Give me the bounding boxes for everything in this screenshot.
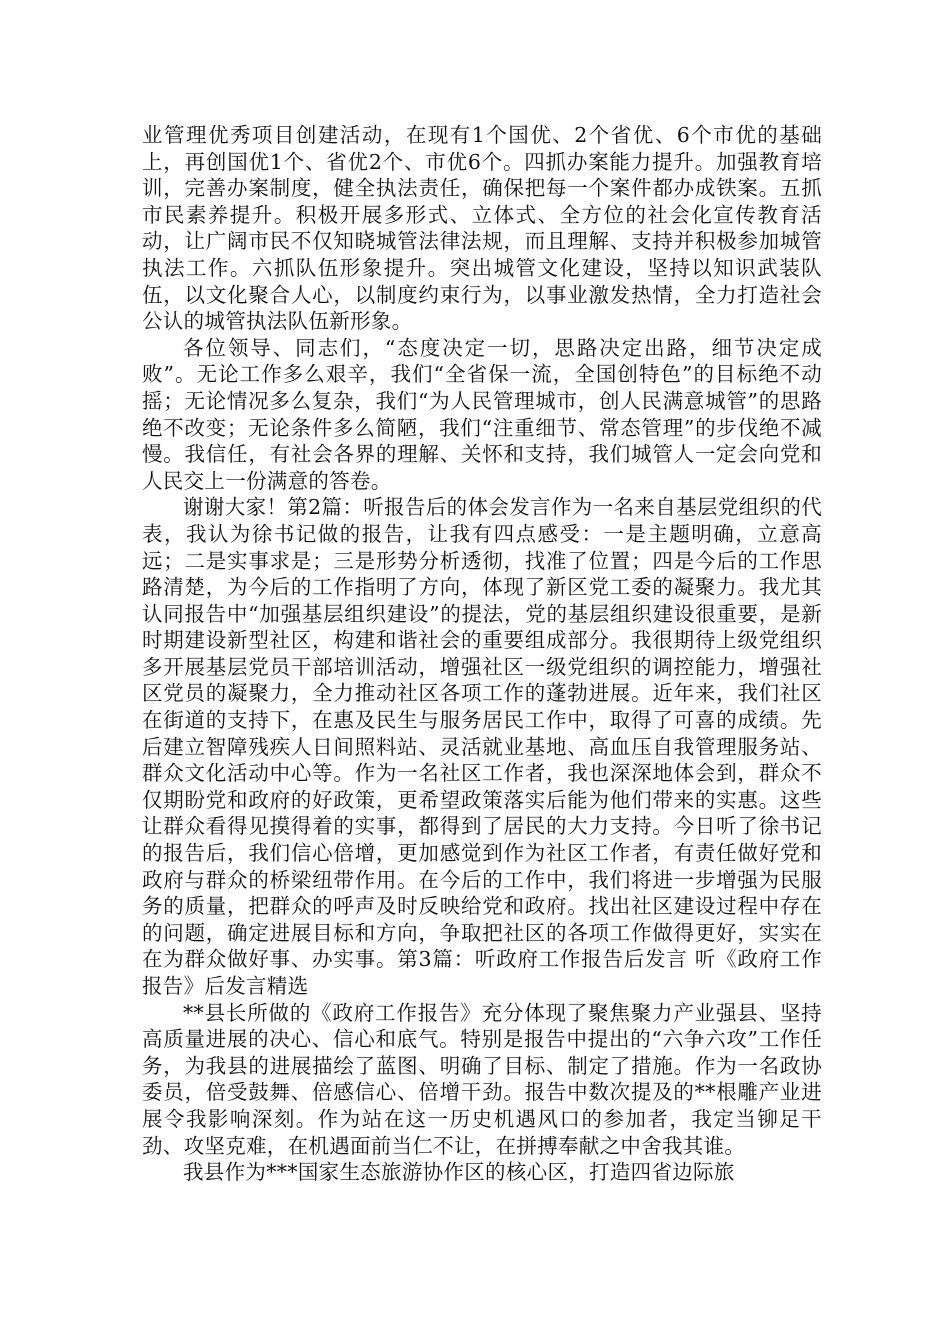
paragraph-5: 我县作为***国家生态旅游协作区的核心区，打造四省边际旅 [183,1160,735,1185]
paragraph-2: 各位领导、同志们，“态度决定一切，思路决定出路，细节决定成败”。无论工作多么艰辛，我们“全省保一流，全国创特色”的目标绝不动摇；无论情况多么复杂，我们“为人民管理城市，创人民满意城管”的思路绝不改变；无论条件多么简陋，我们“注重细节、常态管理”的步伐绝不减慢。我信任，有社会各界的理解、关怀和支持，我们城管人一定会向党和人民交上一份满意的答卷。 [142,335,822,493]
paragraph-1: 业管理优秀项目创建活动，在现有1个国优、2个省优、6个市优的基础上，再创国优1个、省优2个、市优6个。四抓办案能力提升。加强教育培训，完善办案制度，健全执法责任，确保把每一个案件都办成铁案。五抓市民素养提升。积极开展多形式、立体式、全方位的社会化宣传教育活动，让广阔市民不仅知晓城管法律法规，而且理解、支持并积极参加城管执法工作。六抓队伍形象提升。突出城管文化建设，坚持以知识武装队伍，以文化聚合人心，以制度约束行为，以事业激发热情，全力打造社会公认的城管执法队伍新形象。 [142,123,822,334]
paragraph-4: **县长所做的《政府工作报告》充分体现了聚焦聚力产业强县、坚持高质量进展的决心、信心和底气。特别是报告中提出的“六争六攻”工作任务，为我县的进展描绘了蓝图、明确了目标、制定了措施。作为一名政协委员，倍受鼓舞、倍感信心、倍增干劲。报告中数次提及的**根雕产业进展令我影响深刻。作为站在这一历史机遇风口的参加者，我定当铆足干劲、攻坚克难，在机遇面前当仁不让，在拼搏奉献之中舍我其谁。 [142,1000,822,1158]
paragraph-3: 谢谢大家！第2篇：听报告后的体会发言作为一名来自基层党组织的代表，我认为徐书记做的报告，让我有四点感受：一是主题明确，立意高远；二是实事求是；三是形势分析透彻，找准了位置；四是今后的工作思路清楚，为今后的工作指明了方向，体现了新区党工委的凝聚力。我尤其认同报告中“加强基层组织建设”的提法，党的基层组织建设很重要，是新时期建设新型社区，构建和谐社会的重要组成部分。我很期待上级党组织多开展基层党员干部培训活动，增强社区一级党组织的调控能力，增强社区党员的凝聚力，全力推动社区各项工作的蓬勃进展。近年来，我们社区在街道的支持下，在惠及民生与服务居民工作中，取得了可喜的成绩。先后建立智障残疾人日间照料站、灵活就业基地、高血压自我管理服务站、群众文化活动中心等。作为一名社区工作者，我也深深地体会到，群众不仅期盼党和政府的好政策，更希望政策落实后能为他们带来的实惠。这些让群众看得见摸得着的实事，都得到了居民的大力支持。今日听了徐书记的报告后，我们信心倍增，更加感觉到作为社区工作者，有责任做好党和政府与群众的桥梁纽带作用。在今后的工作中，我们将进一步增强为民服务的质量，把群众的呼声及时反映给党和政府。找出社区建设过程中存在的问题，确定进展目标和方向，争取把社区的各项工作做得更好，实实在在为群众做好事、办实事。第3篇：听政府工作报告后发言 听《政府工作报告》后发言精选 [142,495,822,998]
document-body [142,122,822,1186]
